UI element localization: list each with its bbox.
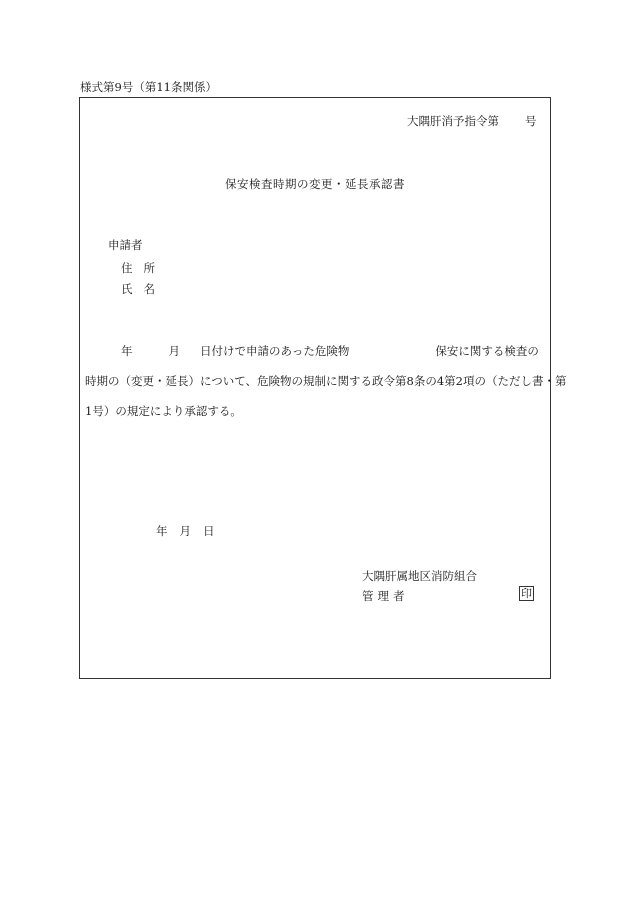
body-line-1-middle: 日付けで申請のあった危険物: [200, 344, 350, 358]
applicant-heading: 申請者: [108, 238, 143, 252]
seal-stamp-box: 印: [521, 587, 532, 600]
date-year-label: 年: [156, 524, 168, 538]
document-number-prefix: 大隅肝消予指令第: [407, 114, 499, 128]
body-month-label: 月: [168, 344, 180, 358]
date-day-label: 日: [203, 524, 215, 538]
document-number: [407, 116, 537, 128]
form-number-label: 様式第9号（第11条関係）: [80, 80, 217, 94]
document-title: 保安検査時期の変更・延長承認書: [225, 177, 405, 191]
address-label: 住所: [121, 261, 166, 275]
issuer-title: 管理者: [362, 589, 409, 603]
approval-date: [156, 526, 215, 538]
body-line-1-end: 保安に関する検査の: [435, 344, 539, 358]
body-line-1: [121, 346, 539, 358]
document-number-suffix: 号: [525, 114, 537, 128]
body-year-label: 年: [121, 344, 133, 358]
name-label: 氏名: [121, 282, 166, 296]
issuer-organization: 大隅肝属地区消防組合: [362, 569, 477, 583]
body-line-3: 1号）の規定により承認する。: [85, 404, 242, 418]
body-line-2: 時期の（変更・延長）について、危険物の規制に関する政令第8条の4第2項の（ただし書・第: [85, 374, 567, 388]
date-month-label: 月: [179, 524, 191, 538]
